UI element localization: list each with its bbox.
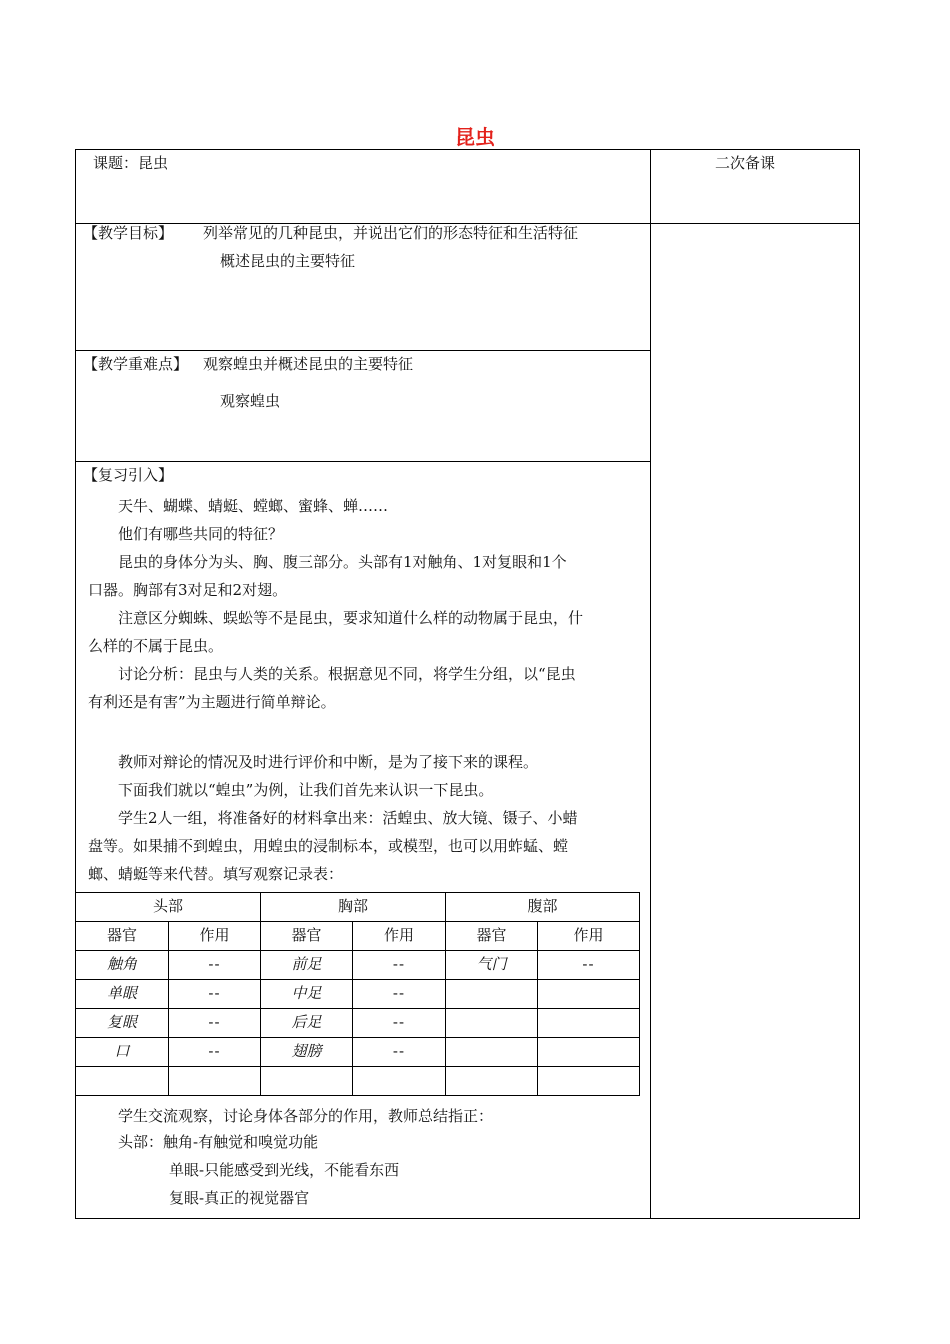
table-cell: -- [169, 951, 261, 980]
table-cell: 口 [76, 1038, 169, 1067]
table-subheader-row [76, 922, 640, 951]
row-divider-objectives [75, 350, 650, 351]
group-header: 腹部 [446, 893, 640, 922]
table-cell [76, 1067, 169, 1096]
group-header: 胸部 [261, 893, 446, 922]
topic-label: 课题：昆虫 [93, 154, 169, 172]
row-divider-keypoints [75, 461, 650, 462]
table-cell [446, 1067, 538, 1096]
review-line: 教师对辩论的情况及时进行评价和中断，是为了接下来的课程。 [118, 753, 539, 771]
table-cell: 气门 [446, 951, 538, 980]
review-line: 口器。胸部有3对足和2对翅。 [88, 581, 288, 599]
key-points-label: 【教学重难点】 [83, 355, 189, 373]
page-title: 昆虫 [455, 125, 495, 149]
table-cell: -- [169, 1038, 261, 1067]
objectives-label: 【教学目标】 [83, 224, 174, 242]
table-cell: 中足 [261, 980, 353, 1009]
summary-line: 复眼-真正的视觉器官 [169, 1189, 310, 1207]
table-row [76, 1038, 640, 1067]
summary-line: 学生交流观察，讨论身体各部分的作用，教师总结指正： [118, 1107, 494, 1125]
table-cell [446, 1009, 538, 1038]
table-row [76, 1009, 640, 1038]
table-cell [353, 1067, 446, 1096]
table-cell: 触角 [76, 951, 169, 980]
review-line: 讨论分析：昆虫与人类的关系。根据意见不同，将学生分组，以“昆虫 [118, 665, 576, 683]
table-cell: -- [169, 980, 261, 1009]
table-cell [538, 1067, 640, 1096]
review-line: 注意区分蜘蛛、蜈蚣等不是昆虫，要求知道什么样的动物属于昆虫，什 [118, 609, 584, 627]
group-header: 头部 [76, 893, 261, 922]
column-divider [650, 149, 651, 1219]
table-cell: -- [353, 1009, 446, 1038]
summary-line: 单眼-只能感受到光线，不能看东西 [169, 1161, 400, 1179]
table-cell [446, 980, 538, 1009]
subheader-cell: 作用 [538, 922, 640, 951]
table-row [76, 980, 640, 1009]
review-line: 下面我们就以“蝗虫”为例，让我们首先来认识一下昆虫。 [118, 781, 494, 799]
review-line: 天牛、蝴蝶、蜻蜓、螳螂、蜜蜂、蝉…… [118, 497, 389, 515]
key-points-line-2: 观察蝗虫 [220, 392, 281, 410]
observation-table [75, 892, 640, 1096]
objectives-line-1: 列举常见的几种昆虫，并说出它们的形态特征和生活特征 [203, 224, 579, 242]
second-prep-label: 二次备课 [715, 154, 776, 172]
table-cell [446, 1038, 538, 1067]
table-cell: -- [538, 951, 640, 980]
table-row [76, 951, 640, 980]
review-line: 么样的不属于昆虫。 [88, 637, 224, 655]
review-line: 昆虫的身体分为头、胸、腹三部分。头部有1对触角、1对复眼和1个 [118, 553, 567, 571]
summary-line: 头部：触角-有触觉和嗅觉功能 [118, 1133, 319, 1151]
table-cell: -- [353, 1038, 446, 1067]
table-cell [538, 980, 640, 1009]
review-line: 螂、蜻蜓等来代替。填写观察记录表： [88, 865, 344, 883]
subheader-cell: 器官 [76, 922, 169, 951]
review-line: 盘等。如果捕不到蝗虫，用蝗虫的浸制标本，或模型，也可以用蚱蜢、螳 [88, 837, 569, 855]
table-row [76, 1067, 640, 1096]
table-cell: 前足 [261, 951, 353, 980]
review-line: 学生2人一组，将准备好的材料拿出来：活蝗虫、放大镜、镊子、小蜡 [118, 809, 578, 827]
subheader-cell: 作用 [169, 922, 261, 951]
objectives-line-2: 概述昆虫的主要特征 [220, 252, 356, 270]
table-cell: -- [353, 980, 446, 1009]
table-cell: 翅膀 [261, 1038, 353, 1067]
table-cell [538, 1038, 640, 1067]
review-line: 有利还是有害”为主题进行简单辩论。 [88, 693, 336, 711]
review-label: 【复习引入】 [83, 466, 174, 484]
table-cell: 单眼 [76, 980, 169, 1009]
table-cell: 后足 [261, 1009, 353, 1038]
subheader-cell: 器官 [446, 922, 538, 951]
subheader-cell: 器官 [261, 922, 353, 951]
table-cell [169, 1067, 261, 1096]
review-line: 他们有哪些共同的特征？ [118, 525, 284, 543]
table-cell [538, 1009, 640, 1038]
subheader-cell: 作用 [353, 922, 446, 951]
table-cell [261, 1067, 353, 1096]
table-cell: -- [169, 1009, 261, 1038]
table-group-row [76, 893, 640, 922]
table-cell: -- [353, 951, 446, 980]
key-points-line-1: 观察蝗虫并概述昆虫的主要特征 [203, 355, 414, 373]
table-cell: 复眼 [76, 1009, 169, 1038]
